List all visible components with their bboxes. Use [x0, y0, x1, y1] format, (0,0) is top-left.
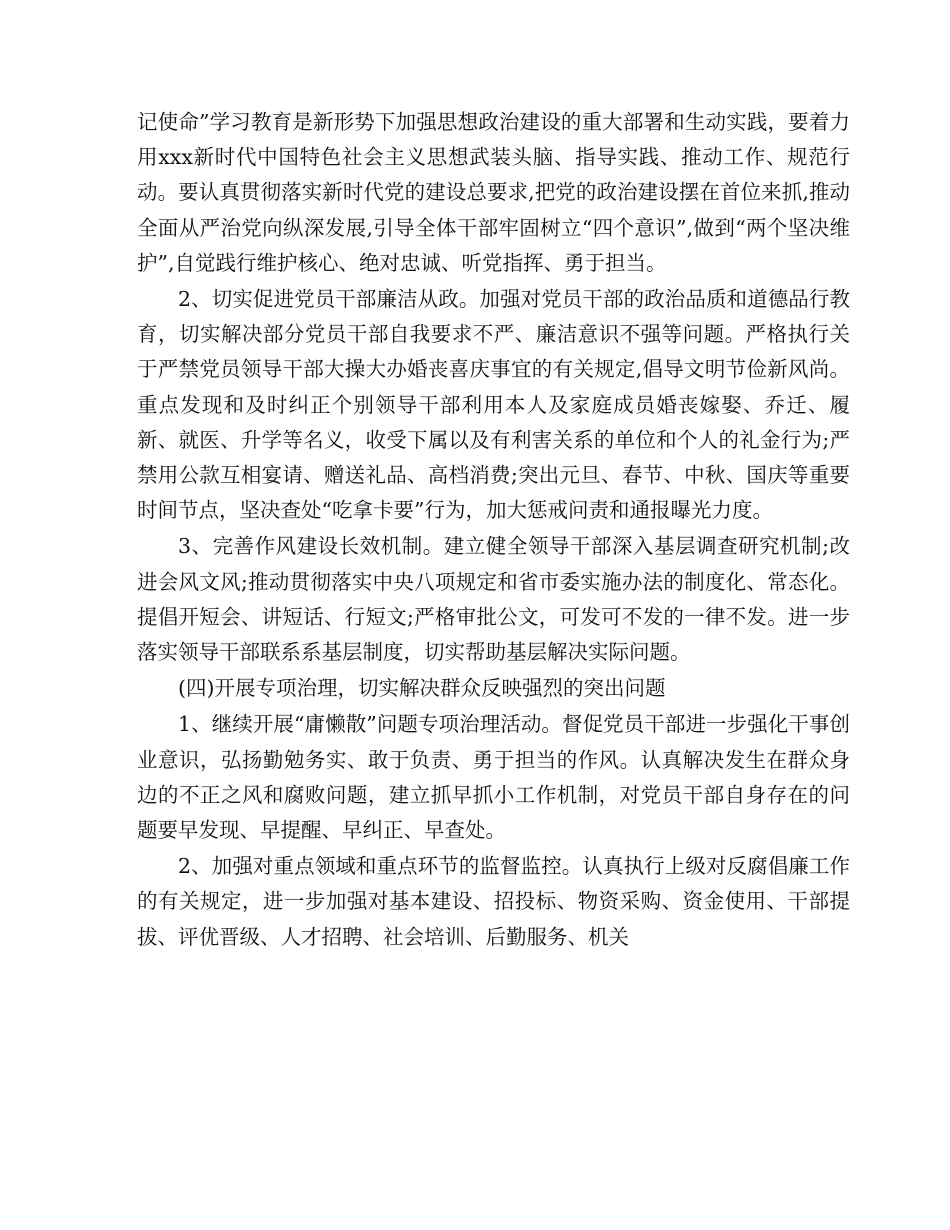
- paragraph-item-2-supervision: 2、加强对重点领域和重点环节的监督监控。认真执行上级对反腐倡廉工作的有关规定，进一步加强对基本建设、招投标、物资采购、资金使用、干部提拔、评优晋级、人才招聘、社会培训、后勤服务、机关: [137, 854, 850, 949]
- section-heading-4: (四)开展专项治理，切实解决群众反映强烈的突出问题: [178, 676, 666, 701]
- paragraph-item-3-work-style: 3、完善作风建设长效机制。建立健全领导干部深入基层调查研究机制;改进会风文风;推动贯彻落实中央八项规定和省市委实施办法的制度化、常态化。提倡开短会、讲短话、行短文;严格审批公文，可发可不发的一律不发。进一步落实领导干部联系系基层制度，切实帮助基层解决实际问题。: [137, 534, 850, 665]
- paragraph-continuation: 记使命”学习教育是新形势下加强思想政治建设的重大部署和生动实践，要着力用xxx新时代中国特色社会主义思想武装头脑、指导实践、推动工作、规范行动。要认真贯彻落实新时代党的建设总要求,把党的政治建设摆在首位来抓,推动全面从严治党向纵深发展,引导全体干部牢固树立“四个意识”,做到“两个坚决维护”,自觉践行维护核心、绝对忠诚、听党指挥、勇于担当。: [137, 110, 850, 275]
- paragraph-item-2-integrity: 2、切实促进党员干部廉洁从政。加强对党员干部的政治品质和道德品行教育，切实解决部分党员干部自我要求不严、廉洁意识不强等问题。严格执行关于严禁党员领导干部大操大办婚丧喜庆事宜的有关规定,倡导文明节俭新风尚。重点发现和及时纠正个别领导干部利用本人及家庭成员婚丧嫁娶、乔迁、履新、就医、升学等名义，收受下属以及有利害关系的单位和个人的礼金行为;严禁用公款互相宴请、赠送礼品、高档消费;突出元旦、春节、中秋、国庆等重要时间节点，坚决查处“吃拿卡要”行为，加大惩戒问责和通报曝光力度。: [137, 287, 850, 523]
- paragraph-item-1-special-governance: 1、继续开展“庸懒散”问题专项治理活动。督促党员干部进一步强化干事创业意识，弘扬勤勉务实、敢于负责、勇于担当的作风。认真解决发生在群众身边的不正之风和腐败问题，建立抓早抓小工作机制，对党员干部自身存在的问题要早发现、早提醒、早纠正、早查处。: [137, 712, 850, 843]
